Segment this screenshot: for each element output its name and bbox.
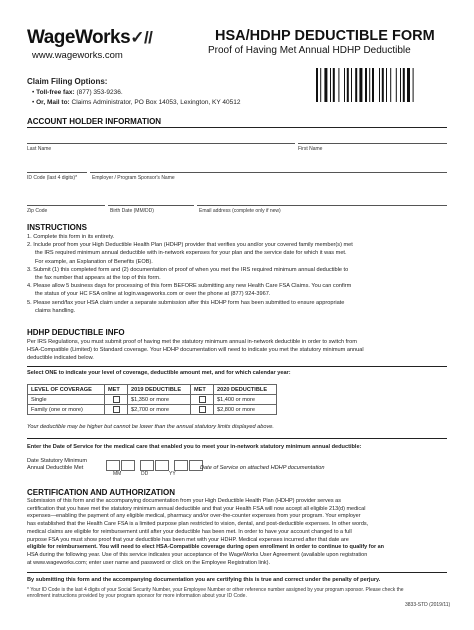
deductible-note: Your deductible may be higher but cannot be lower than the annual statutory limits displayed above. bbox=[27, 424, 274, 430]
met-2020-family-checkbox[interactable] bbox=[199, 406, 206, 413]
column-header: MET bbox=[105, 385, 128, 395]
last-name-field[interactable] bbox=[27, 131, 295, 144]
barcode-bar bbox=[347, 68, 349, 102]
service-date-prompt: Enter the Date of Service for the medical care that enabled you to meet your in-network statutory minimum annual deductible: bbox=[27, 444, 362, 450]
footnote-line: enrollment instructions provided by your program sponsor for more information about your ID Code. bbox=[27, 593, 247, 599]
service-date-label-2: Annual Deductible Met bbox=[27, 465, 84, 471]
hdhp-line: deductible indicated below. bbox=[27, 355, 94, 362]
date-box[interactable] bbox=[121, 460, 135, 471]
instruction-line: For example, an Explanation of Benefits (EOB). bbox=[35, 258, 153, 265]
barcode-bar bbox=[316, 68, 318, 102]
divider bbox=[27, 127, 447, 128]
barcode-bar bbox=[396, 68, 397, 102]
instruction-line: the fax number that appears at the top of this form. bbox=[35, 275, 161, 282]
instruction-line: 2. Include proof from your High Deductible Health Plan (HDHP) provider that verifies you and/or your covered family member(s) met bbox=[27, 242, 353, 249]
instruction-line: 5. Please send/fax your HSA claim under a separate submission after this HDHP form has been submitted to ensure appropriate bbox=[27, 299, 345, 306]
certification-text bbox=[27, 498, 457, 567]
met-2019-family-checkbox[interactable] bbox=[113, 406, 120, 413]
table-header-row bbox=[28, 385, 277, 395]
barcode-bar bbox=[390, 68, 391, 102]
fax-line: • Toll-free fax: (877) 353-9236. bbox=[32, 89, 123, 96]
perjury-statement: By submitting this form and the accompanying documentation you are certifying this is true and correct under the penalty of perjury. bbox=[27, 577, 381, 583]
service-date-label-1: Date Statutory Minimum bbox=[27, 458, 87, 464]
date-part-label: MM bbox=[113, 471, 122, 477]
table-row bbox=[28, 395, 277, 405]
employer-label: Employer / Program Sponsor's Name bbox=[92, 175, 175, 181]
barcode-image bbox=[316, 68, 450, 102]
date-part-label: YY bbox=[169, 471, 176, 477]
met-2020-single-cell bbox=[191, 395, 214, 405]
barcode-bar bbox=[344, 68, 345, 102]
cert-line: Submission of this form and the accompanying documentation from your High Deductible Health Plan (HDHP) provider serves as bbox=[27, 498, 341, 504]
fax-label: Toll-free fax: bbox=[36, 89, 75, 96]
hdhp-heading: HDHP DEDUCTIBLE INFO bbox=[27, 328, 125, 337]
date-part-label: DD bbox=[141, 471, 149, 477]
table-row bbox=[28, 405, 277, 415]
footnote-line: * Your ID Code is the last 4 digits of your Social Security Number, your Employee Number or other reference number assigned by your program sponsor. Please check the bbox=[27, 587, 404, 593]
fax-number: (877) 353-9236. bbox=[76, 89, 123, 96]
cert-line: HSA during the following year. Use of this service indicates your acceptance of the WageWorks User Agreement (available upon registration bbox=[27, 551, 368, 558]
cert-line: expenses—enabling the payment of any eligible medical, pharmacy and/or over-the-counter expenses from your program. Your employer bbox=[27, 513, 361, 520]
email-field[interactable] bbox=[197, 193, 447, 206]
cert-line: has established that the Health Care FSA is a limited purpose plan restricted to vision, dental, and post-deductible expenses. In other words, bbox=[27, 521, 369, 528]
zip-label: Zip Code bbox=[27, 208, 48, 214]
met-2020-family-cell bbox=[191, 405, 214, 415]
date-box[interactable] bbox=[174, 460, 188, 471]
barcode-bar bbox=[320, 68, 321, 102]
or-label: Or, bbox=[36, 99, 46, 106]
deductible-2019: $1,350 or more bbox=[128, 395, 191, 405]
instruction-line: 1. Complete this form in its entirety. bbox=[27, 234, 115, 240]
first-name-label: First Name bbox=[298, 146, 323, 152]
zip-field[interactable] bbox=[27, 193, 105, 206]
mail-line: • Or, Mail to: Claims Administrator, PO Box 14053, Lexington, KY 40512 bbox=[32, 99, 241, 106]
cert-line: purpose FSA you must show proof that your deductible has been met with your HDHP. Medical expenses incurred after that date are bbox=[27, 536, 349, 543]
deductible-2020: $2,800 or more bbox=[214, 405, 277, 415]
met-2019-single-cell bbox=[105, 395, 128, 405]
claim-filing-options bbox=[32, 88, 241, 108]
divider bbox=[27, 366, 447, 367]
form-subtitle: Proof of Having Met Annual HDHP Deductible bbox=[208, 45, 411, 56]
mail-address: Claims Administrator, PO Box 14053, Lexington, KY 40512 bbox=[71, 99, 241, 106]
barcode-bar bbox=[330, 68, 331, 102]
barcode-bar bbox=[338, 68, 339, 102]
hdhp-paragraph bbox=[27, 338, 457, 363]
account-heading: ACCOUNT HOLDER INFORMATION bbox=[27, 117, 162, 126]
barcode-bar bbox=[365, 68, 367, 102]
certification-heading: CERTIFICATION AND AUTHORIZATION bbox=[27, 488, 175, 497]
column-header: 2019 DEDUCTIBLE bbox=[128, 385, 191, 395]
hdhp-line: Per IRS Regulations, you must submit proof of having met the statutory minimum annual in-network deductible in order to switch from bbox=[27, 339, 357, 345]
met-2019-family-cell bbox=[105, 405, 128, 415]
barcode-bar bbox=[369, 68, 370, 102]
id-code-label: ID Code (last 4 digits)* bbox=[27, 175, 78, 181]
barcode-bar bbox=[359, 68, 362, 102]
cert-line: certification that you have met the statutory minimum annual deductible and that your Health FSA will now accept all eligible 213(d) medical bbox=[27, 505, 366, 512]
barcode-bar bbox=[379, 68, 380, 102]
barcode-bar bbox=[413, 68, 414, 102]
website-url: www.wageworks.com bbox=[32, 50, 123, 61]
barcode-bar bbox=[386, 68, 387, 102]
barcode-bar bbox=[382, 68, 384, 102]
coverage-table bbox=[27, 384, 277, 415]
date-box[interactable] bbox=[140, 460, 154, 471]
barcode-bar bbox=[324, 68, 327, 102]
instructions-list bbox=[27, 233, 457, 315]
coverage-level: Family (one or more) bbox=[28, 405, 105, 415]
first-name-field[interactable] bbox=[298, 131, 447, 144]
coverage-level: Single bbox=[28, 395, 105, 405]
form-title: HSA/HDHP DEDUCTIBLE FORM bbox=[215, 28, 435, 44]
barcode-bar bbox=[400, 68, 401, 102]
email-label: Email address (complete only if new) bbox=[199, 208, 281, 214]
column-header: LEVEL OF COVERAGE bbox=[28, 385, 105, 395]
column-header: MET bbox=[191, 385, 214, 395]
divider bbox=[27, 438, 447, 439]
column-header: 2020 DEDUCTIBLE bbox=[214, 385, 277, 395]
met-2019-single-checkbox[interactable] bbox=[113, 396, 120, 403]
instructions-heading: INSTRUCTIONS bbox=[27, 223, 87, 232]
met-2020-single-checkbox[interactable] bbox=[199, 396, 206, 403]
instruction-line: 4. Please allow 5 business days for processing of this form BEFORE submitting any new Health Care FSA Claims. You can confirm bbox=[27, 283, 352, 290]
instruction-line: claims handling. bbox=[35, 307, 76, 314]
service-date-hint: Date of Service on attached HDHP documentation bbox=[200, 465, 325, 471]
coverage-select-prompt: Select ONE to indicate your level of coverage, deductible amount met, and for which calendar year: bbox=[27, 370, 291, 376]
birth-date-label: Birth Date (MM/DD) bbox=[110, 208, 154, 214]
barcode-bar bbox=[355, 68, 357, 102]
instruction-line: the IRS required minimum annual deductible with in-network expenses for your plan and the service date for which it was met. bbox=[35, 250, 347, 257]
deductible-2019: $2,700 or more bbox=[128, 405, 191, 415]
employer-field[interactable] bbox=[90, 160, 447, 173]
barcode-bar bbox=[403, 68, 405, 102]
barcode-bar bbox=[407, 68, 410, 102]
barcode-bar bbox=[351, 68, 352, 102]
instruction-line: 3. Submit (1) this completed form and (2) documentation of proof of when you met the IRS required minimum annual deductible to bbox=[27, 266, 349, 273]
wageworks-logo bbox=[27, 27, 152, 49]
hdhp-line: HSA-Compatible (Limited) to Standard coverage. Your HDHP documentation will need to indicate you met the statutory minimum annual bbox=[27, 347, 364, 354]
logo-text: WageWorks bbox=[27, 27, 131, 48]
claim-filing-heading: Claim Filing Options: bbox=[27, 77, 108, 86]
instruction-line: the status of your HC FSA online at login.wageworks.com or over the phone at (877) 924-3967. bbox=[35, 291, 271, 298]
cert-line: medical claims are eligible for reimbursement until after your deductible has been met. In order to have your account changed to a full bbox=[27, 528, 352, 535]
deductible-2020: $1,400 or more bbox=[214, 395, 277, 405]
id-code-field[interactable] bbox=[27, 160, 87, 173]
barcode-bar bbox=[372, 68, 374, 102]
date-box[interactable] bbox=[106, 460, 120, 471]
mail-label: Mail to: bbox=[46, 99, 70, 106]
form-code: 3833-STD (2019/11) bbox=[405, 602, 451, 608]
birth-date-field[interactable] bbox=[108, 193, 194, 206]
last-name-label: Last Name bbox=[27, 146, 52, 152]
divider bbox=[27, 572, 447, 573]
barcode-bar bbox=[333, 68, 335, 102]
logo-check-icon: ✓// bbox=[130, 28, 153, 47]
date-box[interactable] bbox=[155, 460, 169, 471]
cert-line: at www.wageworks.com; enter user name and password or click on the Employee Registration link). bbox=[27, 559, 271, 566]
cert-line: eligible for reimbursement. You will need to elect HSA-Compatible coverage during open enrollment in order to continue to qualify for an bbox=[27, 544, 385, 551]
